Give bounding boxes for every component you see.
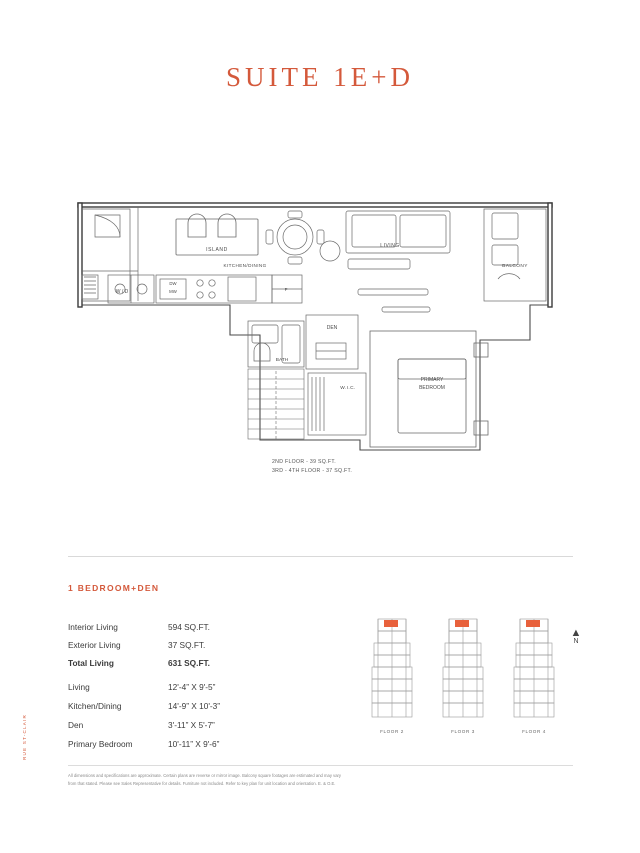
key-plan-highlight [526,620,540,627]
plan-label-f: F [284,287,288,292]
plan-label-kitchen-dining: KITCHEN/DINING [223,263,267,268]
table-row [68,701,328,711]
table-row-total [68,658,308,668]
room-label: Primary Bedroom [68,739,133,749]
plan-label-wd: W / D [115,289,129,295]
key-plan-floor-3 [441,615,485,732]
key-plan-floor-2 [370,615,414,732]
room-dimension: 3'-11” X 5'-7” [168,720,215,730]
table-row [68,720,328,730]
plan-label-primary-2: BEDROOM [419,385,445,391]
floor-plan-svg [60,175,580,475]
floor-area-note-line-1: 2ND FLOOR - 39 SQ.FT. [272,459,336,465]
key-plan-svg [370,615,414,727]
area-label: Total Living [68,658,114,668]
table-row [68,739,328,749]
table-row [68,622,308,632]
area-value: 594 SQ.FT. [168,622,210,632]
dimensions-table [68,682,328,758]
plan-label-den: DEN [326,325,338,331]
table-row [68,640,308,650]
key-plan-highlight [384,620,398,627]
plan-label-living: LIVING [380,243,400,249]
floor-area-note-line-2: 3RD - 4TH FLOOR - 37 SQ.FT. [272,467,353,474]
disclaimer-line-1: All dimensions and specifications are approximate. Certain plans are reverse or mirror image. Balcony square footages are estimated and may vary [68,773,342,778]
key-plan-label: FLOOR 3 [451,729,475,734]
room-label: Living [68,682,90,692]
room-label: Den [68,720,84,730]
plan-label-balcony: BALCONY [502,264,528,269]
room-dimension: 10'-11” X 9'-6” [168,739,220,749]
area-label: Exterior Living [68,640,121,650]
room-dimension: 12'-4” X 9'-5” [168,682,216,692]
area-value: 631 SQ.FT. [168,658,210,668]
plan-label-dw: DW [169,281,177,286]
plan-label-wic: W.I.C. [340,386,356,391]
plan-label-mw: MW [169,289,177,294]
plan-label-bath: BATH [275,358,289,363]
side-street-label: RUE ST-CLAIR [22,713,27,760]
north-label: N [573,638,579,645]
key-plan-label: FLOOR 2 [380,729,404,734]
unit-type-label: 1 BEDROOM+DEN [68,583,160,593]
disclaimer-divider [68,765,573,766]
key-plans [370,615,560,745]
key-plan-svg [441,615,485,727]
room-dimension: 14'-9” X 10'-3” [168,701,221,711]
disclaimer-text [68,772,488,787]
page-title: SUITE 1E+D [226,62,414,92]
area-value: 37 SQ.FT. [168,640,206,650]
floor-plan-drawing [60,175,580,475]
area-table [68,622,308,676]
section-divider [68,556,573,557]
key-plan-svg [512,615,556,727]
key-plan-highlight [455,620,469,627]
room-label: Kitchen/Dining [68,701,122,711]
key-plan-label: FLOOR 4 [522,729,546,734]
north-indicator [566,628,586,645]
area-label: Interior Living [68,622,118,632]
disclaimer-line-2: from that stated. Please see Sales Representative for details. Furniture not included. Refer to key plan for unit location and orientation. E. & O.E. [68,780,336,786]
plan-label-island: ISLAND [206,247,228,253]
north-arrow-icon: ▲ [570,627,582,639]
plan-label-primary-1: PRIMARY [420,377,444,383]
key-plan-floor-4 [512,615,556,732]
floor-area-note [272,458,352,476]
table-row [68,682,328,692]
